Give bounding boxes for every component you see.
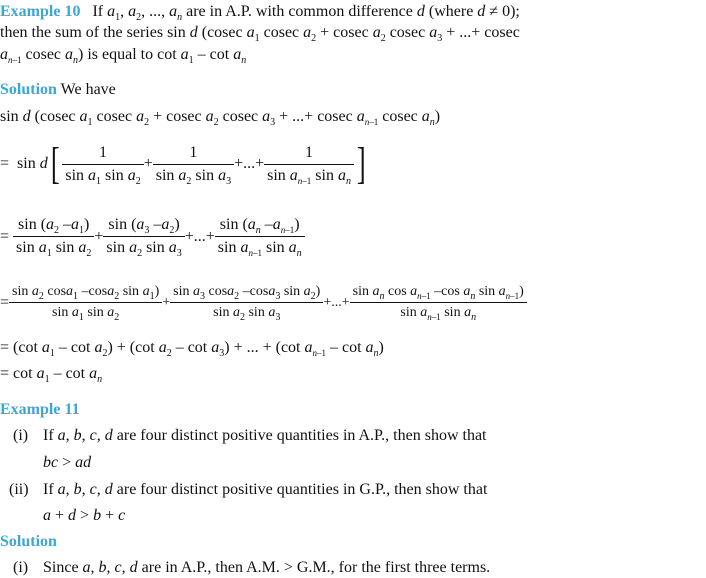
- example-10-label: Example 10: [0, 3, 81, 20]
- solution-10-step-3: = $\frac{\sin a_2 \cos a_1 -\cos a_2 \sin a_1)}{\sin a_1 \sin a_2}$ + $\frac{\sin a_3 \cos a_2 -\cos a_3 \sin a_2)}{\sin a_2 \sin a_3}$ +...+ $\frac{\sin a_n \cos a_{n-1} -\cos a_n \sin a_{n-1})}{\sin a_{n-1} \sin a_n}$: [0, 284, 527, 321]
- solution-11-item-1-num: (i): [13, 559, 29, 576]
- example-11-item-1-cont: bc > ad: [43, 454, 92, 471]
- solution-10-step-5: = $\cot a_1$ – $\cot a_n$: [0, 365, 103, 385]
- solution-10-step-2: = $\frac{\sin (a_2 -a_1)}{\sin a_1 \sin a_2}$ + $\frac{\sin (a_3 -a_2)}{\sin a_2 \sin a_3}$ +...+ $\frac{\sin (a_n -a_{n-1})}{\sin a_{n-1} \sin a_n}$: [0, 216, 305, 257]
- example-10-line-1: [0, 2, 520, 22]
- solution-10-expression: sin d (cosec $a_1$ cosec $a_2 + cosec$ $a_2$ cosec $a_3$ + ...+ cosec $a_{n-1}$ cosec $a_n$): [0, 108, 441, 128]
- solution-11-item-1-text: Since a, b, c, d are in A.P., then A.M. > G.M., for the first three terms.: [43, 559, 491, 576]
- solution-11-label: Solution: [0, 533, 57, 550]
- example-11-item-2-cont: a + d > b + c: [43, 507, 126, 524]
- solution-10-label: Solution: [0, 81, 57, 98]
- example-11-item-1-text: If a, b, c, d are four distinct positive quantities in A.P., then show that: [43, 427, 487, 444]
- example-10-line-3: $a_{n-1}$ cosec $a_n$) is equal to $\cot a_1$ – $\cot a_n$: [0, 46, 247, 66]
- solution-10-heading: [0, 80, 116, 100]
- solution-10-intro: We have: [60, 81, 116, 98]
- solution-10-step-1: = sin d[ $\frac{1}{\sin a_1 \sin a_2}$ + $\frac{1}{\sin a_2 \sin a_3}$ +...+ $\frac{1}{\sin a_{n-1} \sin a_n}$ ]: [0, 139, 366, 188]
- example-11-item-1-num: (i): [13, 427, 29, 444]
- example-11-item-2-text: If a, b, c, d are four distinct positive quantities in G.P., then show that: [43, 481, 488, 498]
- example-11-item-2-num: (ii): [9, 481, 29, 498]
- solution-10-step-4: = (cot $a_1 - \cot a_2) + (\cot$ $a_2$ – $\cot a_3$) + ... + (cot $a_{n-1}$ – $\cot a_n$): [0, 339, 384, 359]
- example-11-label: Example 11: [0, 401, 80, 418]
- example-10-line-2: then the sum of the series sin d (cosec $a_1$ cosec $a_2 + cosec$ $a_2$ cosec $a_3$ + ...+ cosec: [0, 24, 520, 44]
- example-10-text-1: If $a_1$, $a_2$, ..., $a_n$ are in A.P. with common difference d (where d ≠ 0);: [84, 3, 520, 23]
